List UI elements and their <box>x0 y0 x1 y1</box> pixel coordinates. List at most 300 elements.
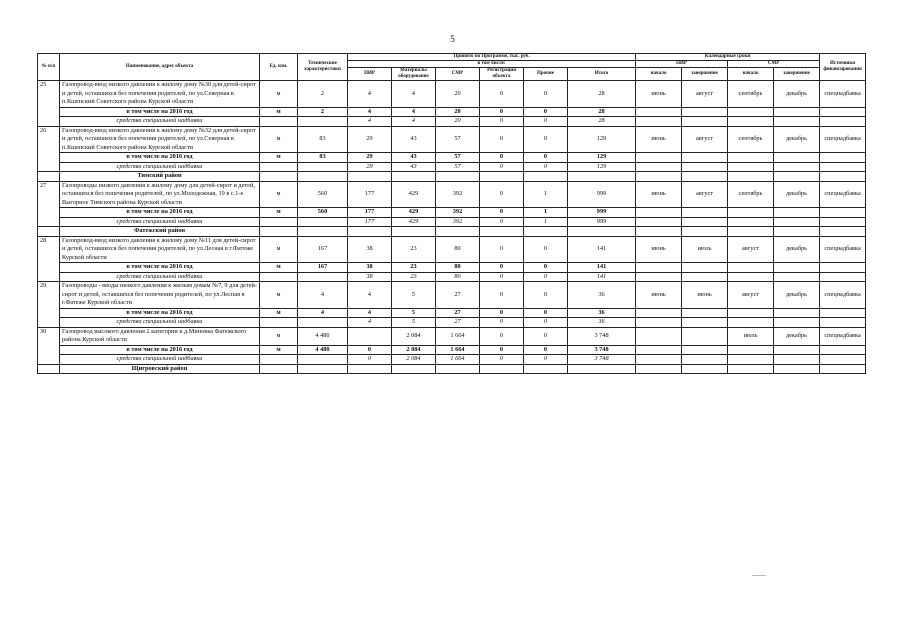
spec-smr: 27 <box>436 318 480 328</box>
empty-cell <box>348 227 392 237</box>
subtotal-reg: 0 <box>480 153 524 163</box>
empty-cell <box>636 217 682 227</box>
header-cal-pir: ПИР <box>636 61 728 68</box>
empty-cell <box>728 318 774 328</box>
cell-tech: 83 <box>298 126 348 153</box>
row-number: 29 <box>38 282 60 328</box>
empty-cell <box>682 272 728 282</box>
spec-smr: 1 664 <box>436 355 480 365</box>
cell-source: спецнадбавка <box>820 126 866 153</box>
empty-cell <box>636 272 682 282</box>
cell-smr-end: декабрь <box>774 126 820 153</box>
year-subtotal-row <box>38 345 866 355</box>
cell-tech: 4 <box>298 282 348 309</box>
cell-smr: 80 <box>436 236 480 263</box>
spec-pir: 4 <box>348 117 392 127</box>
special-allowance-label: средства специальной надбавки <box>60 272 260 282</box>
cell-smr-start: сентябрь <box>728 181 774 208</box>
cell-pir-end: июль <box>682 236 728 263</box>
cell-smr-end: декабрь <box>774 236 820 263</box>
cell-smr-start: сентябрь <box>728 126 774 153</box>
header-num: № п/п <box>38 54 60 81</box>
cell-tech: 560 <box>298 181 348 208</box>
special-allowance-label: средства специальной надбавки <box>60 162 260 172</box>
empty-cell <box>636 345 682 355</box>
empty-cell <box>436 364 480 374</box>
subtotal-mat: 429 <box>392 208 436 218</box>
empty-cell <box>636 318 682 328</box>
empty-cell <box>728 172 774 182</box>
cell-mat: 4 <box>392 81 436 108</box>
empty-cell <box>682 217 728 227</box>
empty-cell <box>820 107 866 117</box>
empty-cell <box>636 355 682 365</box>
empty-cell <box>682 227 728 237</box>
object-name: Газопроводы низкого давления к жилому дому для детей-сирот и детей, оставшихся без попечения родителей, по ул.Молодежная, 19 в с.1-е Выгорное Тимского района Курской области <box>60 181 260 208</box>
empty-cell <box>298 162 348 172</box>
spec-other: 0 <box>524 117 568 127</box>
special-allowance-label: средства специальной надбавки <box>60 217 260 227</box>
subtotal-label: в том числе на 2016 год <box>60 263 260 273</box>
cell-smr-start: август <box>728 282 774 309</box>
empty-cell <box>348 172 392 182</box>
empty-cell <box>820 272 866 282</box>
subtotal-smr: 1 664 <box>436 345 480 355</box>
empty-cell <box>568 227 636 237</box>
year-subtotal-row <box>38 107 866 117</box>
subtotal-other: 1 <box>524 208 568 218</box>
empty-cell <box>524 172 568 182</box>
empty-cell <box>636 153 682 163</box>
empty-cell <box>298 364 348 374</box>
empty-cell <box>260 364 298 374</box>
header-pir: ПИР <box>348 68 392 81</box>
year-subtotal-row <box>38 308 866 318</box>
cell-mat: 429 <box>392 181 436 208</box>
subtotal-label: в том числе на 2016 год <box>60 308 260 318</box>
empty-cell <box>682 162 728 172</box>
cell-pir: 4 <box>348 81 392 108</box>
cell-pir: 38 <box>348 236 392 263</box>
header-smr: СМР <box>436 68 480 81</box>
table-row <box>38 236 866 263</box>
cell-unit: м <box>260 81 298 108</box>
cell-source: спецнадбавка <box>820 327 866 345</box>
page-number: 5 <box>450 34 455 44</box>
empty-cell <box>682 208 728 218</box>
row-number: 25 <box>38 81 60 127</box>
cell-source: спецнадбавка <box>820 282 866 309</box>
empty-cell <box>568 172 636 182</box>
header-tech: Технические характеристики <box>298 54 348 81</box>
empty-cell <box>820 117 866 127</box>
empty-cell <box>392 364 436 374</box>
cell-reg: 0 <box>480 126 524 153</box>
empty-cell <box>636 172 682 182</box>
cell-other: 0 <box>524 81 568 108</box>
spec-pir: 4 <box>348 318 392 328</box>
header-total: Итого <box>568 68 636 81</box>
empty-cell <box>298 227 348 237</box>
spec-total: 999 <box>568 217 636 227</box>
subtotal-pir: 4 <box>348 308 392 318</box>
subtotal-tech: 83 <box>298 153 348 163</box>
cell-mat: 2 084 <box>392 327 436 345</box>
table-row <box>38 181 866 208</box>
empty-cell <box>298 217 348 227</box>
empty-cell <box>728 308 774 318</box>
spec-reg: 0 <box>480 217 524 227</box>
object-name: Газопровод-ввод низкого давления к жилому дому №30 для детей-сирот и детей, оставшихся без попечения родителей, по ул.Северная в п.Кшенский Советского района Курской области <box>60 81 260 108</box>
empty-cell <box>774 364 820 374</box>
empty-cell <box>636 107 682 117</box>
empty-cell <box>728 263 774 273</box>
subtotal-other: 0 <box>524 308 568 318</box>
empty-cell <box>436 172 480 182</box>
spec-pir: 38 <box>348 272 392 282</box>
cell-reg: 0 <box>480 327 524 345</box>
region-row <box>38 364 866 374</box>
special-allowance-row <box>38 318 866 328</box>
empty-cell <box>568 364 636 374</box>
empty-cell <box>636 263 682 273</box>
table-body <box>38 81 866 374</box>
empty-cell <box>728 117 774 127</box>
spec-pir: 29 <box>348 162 392 172</box>
table-header <box>38 54 866 81</box>
subtotal-other: 0 <box>524 345 568 355</box>
header-cost-group: Принято по Программе, тыс. руб. <box>348 54 636 61</box>
subtotal-pir: 38 <box>348 263 392 273</box>
empty-cell <box>260 172 298 182</box>
empty-cell <box>298 272 348 282</box>
cell-pir: 29 <box>348 126 392 153</box>
cell-smr-end: декабрь <box>774 81 820 108</box>
empty-cell <box>728 272 774 282</box>
cell-mat: 5 <box>392 282 436 309</box>
object-name: Газопроводы - вводы низкого давления к жилым домам №7, 9 для детей-сирот и детей, оставшихся без попечения родителей, по ул.Лесная в г.Фатеже Курской области <box>60 282 260 309</box>
empty-cell <box>728 162 774 172</box>
cell-pir-start: июнь <box>636 126 682 153</box>
header-sources: Источники финансирования <box>820 54 866 81</box>
spec-reg: 0 <box>480 272 524 282</box>
empty-cell <box>260 217 298 227</box>
spec-smr: 20 <box>436 117 480 127</box>
row-number: 28 <box>38 236 60 282</box>
spec-reg: 0 <box>480 162 524 172</box>
cell-total: 28 <box>568 81 636 108</box>
cell-tech: 167 <box>298 236 348 263</box>
empty-cell <box>774 345 820 355</box>
empty-cell <box>728 345 774 355</box>
subtotal-smr: 20 <box>436 107 480 117</box>
cell-tech: 4 480 <box>298 327 348 345</box>
cell-pir-start: июнь <box>636 181 682 208</box>
empty-cell <box>774 227 820 237</box>
empty-cell <box>682 364 728 374</box>
cell-other: 1 <box>524 181 568 208</box>
empty-cell <box>636 227 682 237</box>
empty-cell <box>728 107 774 117</box>
cell-smr-end: декабрь <box>774 327 820 345</box>
subtotal-unit: м <box>260 345 298 355</box>
header-cost-sub: в том числе: <box>348 61 636 68</box>
cell-unit: м <box>260 126 298 153</box>
empty-cell <box>820 263 866 273</box>
num-cell <box>38 227 60 237</box>
cell-total: 129 <box>568 126 636 153</box>
header-registration: Регистрация объекта <box>480 68 524 81</box>
empty-cell <box>682 345 728 355</box>
spec-smr: 392 <box>436 217 480 227</box>
object-name: Газопровод-ввод низкого давления к жилому дому №11 для детей-сирот и детей, оставшихся без попечения родителей, по ул.Лесная в г.Фатеже Курской области <box>60 236 260 263</box>
subtotal-pir: 29 <box>348 153 392 163</box>
cell-mat: 43 <box>392 126 436 153</box>
empty-cell <box>820 308 866 318</box>
empty-cell <box>774 208 820 218</box>
spec-other: 0 <box>524 272 568 282</box>
empty-cell <box>774 153 820 163</box>
cell-pir <box>348 327 392 345</box>
row-number: 26 <box>38 126 60 172</box>
subtotal-other: 0 <box>524 263 568 273</box>
empty-cell <box>682 172 728 182</box>
cell-other: 0 <box>524 236 568 263</box>
empty-cell <box>392 227 436 237</box>
subtotal-reg: 0 <box>480 345 524 355</box>
subtotal-label: в том числе на 2016 год <box>60 345 260 355</box>
empty-cell <box>728 153 774 163</box>
cell-pir-start <box>636 327 682 345</box>
cell-source: спецнадбавка <box>820 181 866 208</box>
table-row <box>38 327 866 345</box>
region-name: Щигровский район <box>60 364 260 374</box>
cell-pir: 4 <box>348 282 392 309</box>
empty-cell <box>728 227 774 237</box>
subtotal-label: в том числе на 2016 год <box>60 107 260 117</box>
spec-pir: 177 <box>348 217 392 227</box>
subtotal-tech: 4 480 <box>298 345 348 355</box>
empty-cell <box>682 263 728 273</box>
subtotal-total: 129 <box>568 153 636 163</box>
subtotal-smr: 57 <box>436 153 480 163</box>
year-subtotal-row <box>38 153 866 163</box>
empty-cell <box>820 217 866 227</box>
spec-total: 36 <box>568 318 636 328</box>
cell-pir-start: июнь <box>636 236 682 263</box>
empty-cell <box>820 162 866 172</box>
row-number: 30 <box>38 327 60 364</box>
spec-other: 1 <box>524 217 568 227</box>
year-subtotal-row <box>38 208 866 218</box>
subtotal-mat: 2 084 <box>392 345 436 355</box>
empty-cell <box>392 172 436 182</box>
cell-total: 999 <box>568 181 636 208</box>
empty-cell <box>636 308 682 318</box>
subtotal-unit: м <box>260 308 298 318</box>
subtotal-mat: 4 <box>392 107 436 117</box>
empty-cell <box>260 272 298 282</box>
empty-cell <box>636 208 682 218</box>
empty-cell <box>682 355 728 365</box>
spec-total: 141 <box>568 272 636 282</box>
cell-reg: 0 <box>480 236 524 263</box>
empty-cell <box>480 172 524 182</box>
subtotal-smr: 80 <box>436 263 480 273</box>
header-pir-end: завершение <box>682 68 728 81</box>
region-name: Фатежский район <box>60 227 260 237</box>
header-calendar: Календарные сроки <box>636 54 820 61</box>
header-other: Прочие <box>524 68 568 81</box>
subtotal-other: 0 <box>524 153 568 163</box>
subtotal-tech: 2 <box>298 107 348 117</box>
cell-unit: м <box>260 181 298 208</box>
empty-cell <box>524 364 568 374</box>
subtotal-unit: м <box>260 153 298 163</box>
empty-cell <box>820 345 866 355</box>
empty-cell <box>636 117 682 127</box>
subtotal-unit: м <box>260 107 298 117</box>
header-smr-start: начало <box>728 68 774 81</box>
spec-mat: 43 <box>392 162 436 172</box>
subtotal-unit: м <box>260 208 298 218</box>
subtotal-reg: 0 <box>480 263 524 273</box>
cell-source: спецнадбавка <box>820 81 866 108</box>
special-allowance-row <box>38 217 866 227</box>
cell-other: 0 <box>524 327 568 345</box>
empty-cell <box>682 318 728 328</box>
table-row <box>38 81 866 108</box>
row-number: 27 <box>38 181 60 227</box>
region-row <box>38 172 866 182</box>
empty-cell <box>636 364 682 374</box>
region-row <box>38 227 866 237</box>
cell-source: спецнадбавка <box>820 236 866 263</box>
spec-reg: 0 <box>480 117 524 127</box>
header-unit: Ед. изм. <box>260 54 298 81</box>
spec-total: 28 <box>568 117 636 127</box>
empty-cell <box>682 117 728 127</box>
header-cal-smr: СМР <box>728 61 820 68</box>
empty-cell <box>820 208 866 218</box>
spec-reg: 0 <box>480 318 524 328</box>
subtotal-label: в том числе на 2016 год <box>60 208 260 218</box>
subtotal-reg: 0 <box>480 308 524 318</box>
cell-reg: 0 <box>480 81 524 108</box>
cell-pir-end: август <box>682 81 728 108</box>
spec-other: 0 <box>524 318 568 328</box>
empty-cell <box>260 355 298 365</box>
subtotal-mat: 43 <box>392 153 436 163</box>
header-materials: Материалы оборудование <box>392 68 436 81</box>
subtotal-tech: 167 <box>298 263 348 273</box>
cell-smr: 1 664 <box>436 327 480 345</box>
cell-smr-start: сентябрь <box>728 81 774 108</box>
empty-cell <box>260 227 298 237</box>
header-smr-end: завершение <box>774 68 820 81</box>
empty-cell <box>298 117 348 127</box>
empty-cell <box>260 117 298 127</box>
empty-cell <box>774 355 820 365</box>
special-allowance-row <box>38 117 866 127</box>
special-allowance-row <box>38 272 866 282</box>
empty-cell <box>728 355 774 365</box>
special-allowance-label: средства специальной надбавки <box>60 318 260 328</box>
special-allowance-row <box>38 162 866 172</box>
empty-cell <box>480 364 524 374</box>
num-cell <box>38 172 60 182</box>
empty-cell <box>774 107 820 117</box>
cell-total: 141 <box>568 236 636 263</box>
empty-cell <box>260 318 298 328</box>
cell-pir-end: август <box>682 181 728 208</box>
cell-reg: 0 <box>480 282 524 309</box>
cell-pir: 177 <box>348 181 392 208</box>
cell-pir-start: июнь <box>636 81 682 108</box>
subtotal-tech: 560 <box>298 208 348 218</box>
cell-reg: 0 <box>480 181 524 208</box>
subtotal-other: 0 <box>524 107 568 117</box>
empty-cell <box>774 172 820 182</box>
region-name: Тимский район <box>60 172 260 182</box>
empty-cell <box>820 318 866 328</box>
spec-mat: 2 084 <box>392 355 436 365</box>
empty-cell <box>260 162 298 172</box>
subtotal-pir: 0 <box>348 345 392 355</box>
cell-other: 0 <box>524 126 568 153</box>
special-allowance-label: средства специальной надбавки <box>60 355 260 365</box>
empty-cell <box>682 308 728 318</box>
empty-cell <box>480 227 524 237</box>
empty-cell <box>774 162 820 172</box>
empty-cell <box>728 208 774 218</box>
empty-cell <box>682 107 728 117</box>
subtotal-reg: 0 <box>480 107 524 117</box>
subtotal-pir: 4 <box>348 107 392 117</box>
spec-smr: 80 <box>436 272 480 282</box>
program-table <box>37 53 866 374</box>
empty-cell <box>436 227 480 237</box>
empty-cell <box>820 227 866 237</box>
cell-smr: 27 <box>436 282 480 309</box>
empty-cell <box>298 318 348 328</box>
cell-smr-start: август <box>728 236 774 263</box>
spec-other: 0 <box>524 162 568 172</box>
subtotal-smr: 392 <box>436 208 480 218</box>
subtotal-total: 141 <box>568 263 636 273</box>
cell-total: 36 <box>568 282 636 309</box>
spec-other: 0 <box>524 355 568 365</box>
empty-cell <box>774 272 820 282</box>
cell-pir-start: июнь <box>636 282 682 309</box>
empty-cell <box>774 263 820 273</box>
empty-cell <box>682 153 728 163</box>
empty-cell <box>298 355 348 365</box>
cell-other: 0 <box>524 282 568 309</box>
cell-pir-end: июнь <box>682 282 728 309</box>
empty-cell <box>774 308 820 318</box>
subtotal-mat: 5 <box>392 308 436 318</box>
cell-smr-start: июль <box>728 327 774 345</box>
cell-smr-end: декабрь <box>774 282 820 309</box>
subtotal-total: 28 <box>568 107 636 117</box>
subtotal-unit: м <box>260 263 298 273</box>
subtotal-label: в том числе на 2016 год <box>60 153 260 163</box>
header-pir-start: начало <box>636 68 682 81</box>
spec-total: 129 <box>568 162 636 172</box>
spec-mat: 23 <box>392 272 436 282</box>
empty-cell <box>524 227 568 237</box>
